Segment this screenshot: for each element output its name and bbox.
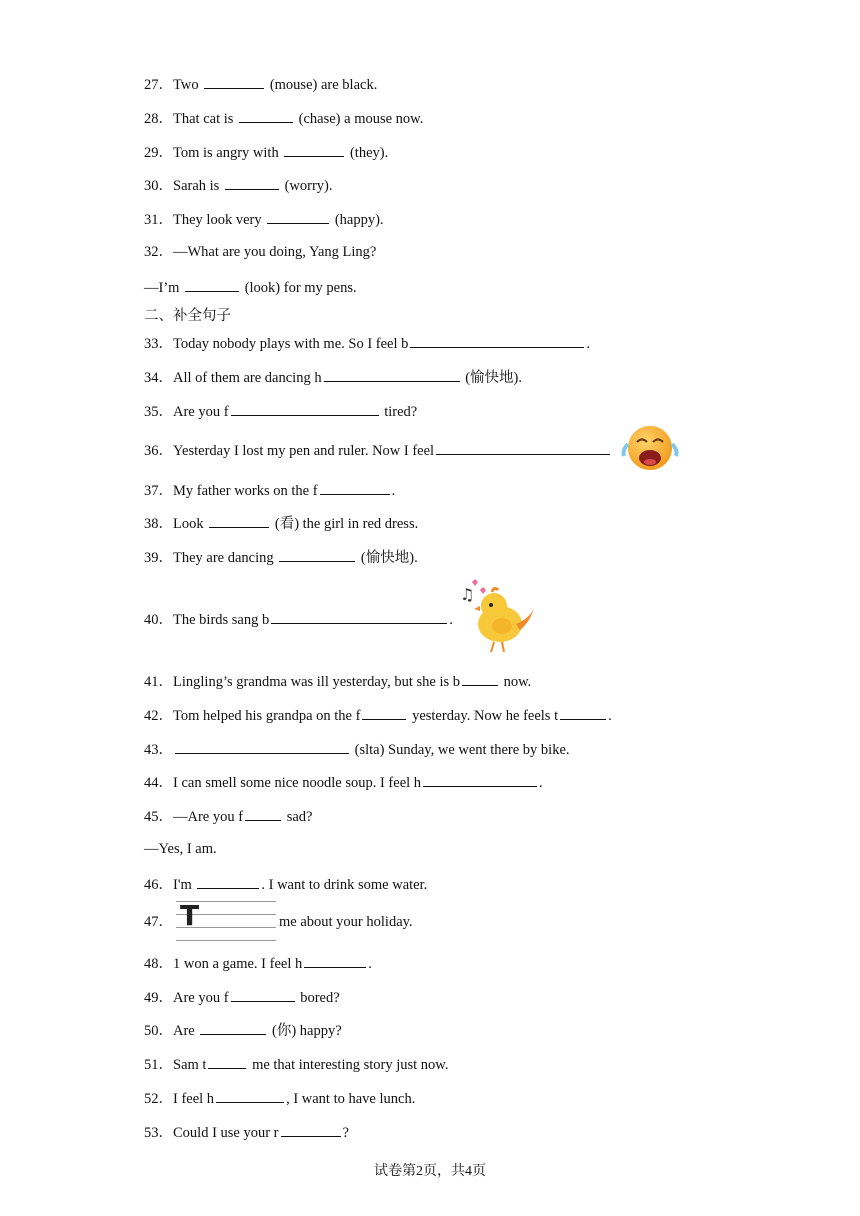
question-text: Could I use your r (173, 1125, 279, 1141)
question-number: 29． (144, 145, 173, 161)
question-text: (slta) Sunday, we went there by bike. (351, 742, 570, 758)
question-text: —I’m (144, 280, 184, 296)
question-text: , I want to have lunch. (286, 1091, 416, 1107)
answer-blank[interactable] (436, 440, 610, 455)
question-text: . (608, 708, 612, 724)
answer-blank[interactable] (175, 739, 349, 754)
question-q50 (144, 1020, 342, 1040)
question-q31 (144, 209, 384, 229)
question-text: (happy). (331, 212, 384, 228)
answer-blank[interactable] (239, 108, 293, 123)
question-q39 (144, 547, 418, 567)
question-number: 30． (144, 178, 173, 194)
question-q44 (144, 772, 543, 792)
question-number: 40． (144, 612, 173, 628)
question-number: 51． (144, 1057, 173, 1073)
question-text: I feel h (173, 1091, 215, 1107)
answer-blank[interactable] (423, 772, 537, 787)
question-q45b (144, 840, 217, 858)
question-text: I can smell some nice noodle soup. I feel h (173, 775, 422, 791)
question-number: 36． (144, 443, 173, 459)
question-text: They are dancing (173, 550, 278, 566)
question-q53 (144, 1122, 349, 1142)
question-text: (chase) a mouse now. (295, 111, 424, 127)
question-text: Are you f (173, 404, 229, 420)
question-text: (they). (346, 145, 389, 161)
question-text: I'm (173, 877, 196, 893)
question-number: 47． (144, 914, 173, 930)
question-text: . (391, 483, 396, 499)
question-q43 (144, 739, 570, 759)
question-text: . (368, 956, 372, 972)
question-q27 (144, 74, 377, 94)
question-text: Yesterday I lost my pen and ruler. Now I feel (173, 443, 435, 459)
question-number: 48． (144, 956, 173, 972)
answer-blank[interactable] (185, 277, 239, 292)
question-text: —Are you f (173, 809, 244, 825)
answer-blank[interactable] (200, 1020, 266, 1035)
question-text: (worry). (280, 178, 333, 194)
question-text: All of them are dancing h (173, 370, 322, 386)
question-q48 (144, 953, 372, 973)
question-q35 (144, 401, 417, 421)
answer-blank[interactable] (271, 609, 447, 624)
answer-blank[interactable] (204, 74, 264, 89)
question-q28 (144, 108, 423, 128)
answer-blank[interactable] (231, 401, 379, 416)
answer-blank[interactable] (197, 874, 259, 889)
question-text: yesterday. Now he feels t (408, 708, 559, 724)
question-text: (look) for my pens. (241, 280, 357, 296)
question-text: me about your holiday. (279, 914, 413, 930)
question-text: Tom is angry with (173, 145, 283, 161)
question-q45 (144, 806, 312, 826)
question-text: tired? (380, 404, 418, 420)
question-number: 43． (144, 742, 173, 758)
question-text: 1 won a game. I feel h (173, 956, 303, 972)
answer-blank[interactable] (304, 953, 366, 968)
q47-letter-hint: T (180, 899, 200, 932)
crying-face-icon (620, 424, 682, 474)
question-number: 53． (144, 1125, 173, 1141)
answer-blank[interactable] (362, 705, 406, 720)
question-text: My father works on the f (173, 483, 318, 499)
answer-blank[interactable] (267, 209, 329, 224)
question-q29 (144, 142, 388, 162)
question-text: . I want to drink some water. (261, 877, 428, 893)
answer-blank[interactable] (208, 1054, 246, 1069)
answer-blank[interactable] (216, 1088, 284, 1103)
question-number: 50． (144, 1023, 173, 1039)
page-footer: 试卷第2页，共4页 (374, 1164, 486, 1179)
answer-blank[interactable] (209, 513, 269, 528)
question-q37 (144, 480, 395, 500)
answer-blank[interactable] (281, 1122, 341, 1137)
question-text: (愉快地). (357, 550, 418, 566)
question-text: Look (173, 516, 208, 532)
handwriting-guide-lines (176, 901, 276, 941)
question-text: Lingling’s grandma was ill yesterday, but she is b (173, 674, 460, 690)
question-q41 (144, 671, 531, 691)
question-q51 (144, 1054, 448, 1074)
question-number: 39． (144, 550, 173, 566)
question-number: 46． (144, 877, 173, 893)
answer-blank[interactable] (245, 806, 281, 821)
question-text: Tom helped his grandpa on the f (173, 708, 361, 724)
question-number: 37． (144, 483, 173, 499)
question-number: 28． (144, 111, 173, 127)
answer-blank[interactable] (231, 987, 295, 1002)
question-text: (愉快地). (461, 370, 522, 386)
question-text: —Yes, I am. (144, 841, 217, 857)
question-q32 (144, 243, 376, 261)
question-text: . (586, 336, 591, 352)
question-text: Are (173, 1023, 199, 1039)
question-text: (你) happy? (268, 1023, 342, 1039)
question-q40 (144, 609, 453, 629)
question-q34 (144, 367, 522, 387)
question-number: 38． (144, 516, 173, 532)
question-q42 (144, 705, 612, 725)
question-text: ? (342, 1125, 349, 1141)
answer-blank[interactable] (279, 547, 355, 562)
question-number: 35． (144, 404, 173, 420)
question-text: They look very (173, 212, 266, 228)
section-heading: 二、补全句子 (144, 308, 231, 324)
question-number: 41． (144, 674, 173, 690)
question-text: Sam t (173, 1057, 207, 1073)
question-number: 31． (144, 212, 173, 228)
answer-blank[interactable] (320, 480, 390, 495)
question-q36 (144, 440, 612, 460)
question-number: 44． (144, 775, 173, 791)
answer-blank[interactable] (410, 333, 584, 348)
question-q30 (144, 175, 332, 195)
question-text: (看) the girl in red dress. (271, 516, 419, 532)
question-number: 42． (144, 708, 173, 724)
answer-blank[interactable] (284, 142, 344, 157)
question-text: . (539, 775, 543, 791)
question-text: Two (173, 77, 203, 93)
question-number: 34． (144, 370, 173, 386)
question-text: —What are you doing, Yang Ling? (173, 244, 377, 260)
question-text: (mouse) are black. (266, 77, 378, 93)
question-q38 (144, 513, 418, 533)
question-number: 32． (144, 244, 173, 260)
question-q32b (144, 277, 357, 297)
question-q33 (144, 333, 590, 353)
question-text: That cat is (173, 111, 238, 127)
answer-blank[interactable] (560, 705, 606, 720)
question-text: Sarah is (173, 178, 223, 194)
question-q46 (144, 874, 427, 894)
question-text: Are you f (173, 990, 229, 1006)
question-number: 45． (144, 809, 173, 825)
question-text: me that interesting story just now. (248, 1057, 449, 1073)
question-number: 33． (144, 336, 173, 352)
question-number: 49． (144, 990, 173, 1006)
answer-blank[interactable] (225, 175, 279, 190)
question-q52 (144, 1088, 415, 1108)
question-text: sad? (283, 809, 313, 825)
question-text: Today nobody plays with me. So I feel b (173, 336, 409, 352)
answer-blank[interactable] (462, 671, 498, 686)
question-text: . (449, 612, 453, 628)
question-q49 (144, 987, 340, 1007)
question-text: now. (500, 674, 532, 690)
svg-text:♫: ♫ (460, 585, 475, 604)
singing-bird-icon (458, 576, 540, 658)
question-text: bored? (296, 990, 340, 1006)
question-number: 27． (144, 77, 173, 93)
question-number: 52． (144, 1091, 173, 1107)
question-text: The birds sang b (173, 612, 270, 628)
answer-blank[interactable] (324, 367, 460, 382)
